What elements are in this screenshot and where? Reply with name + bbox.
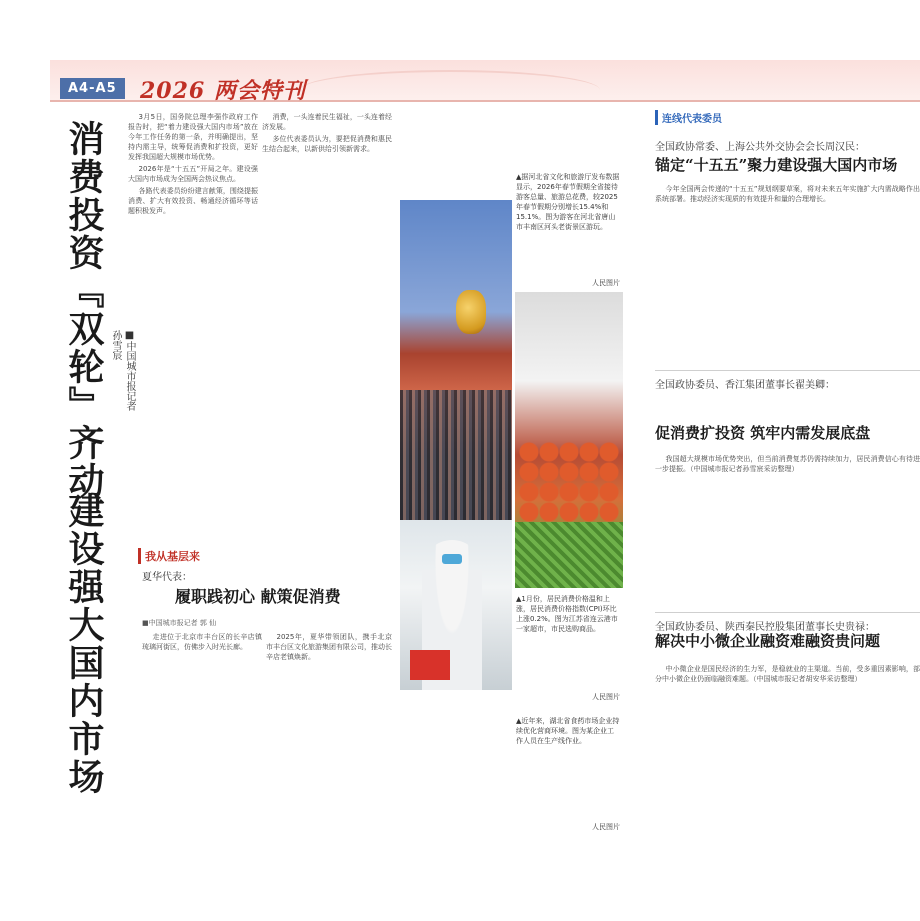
crowd-shape [400,390,512,520]
main-paragraph: 2026年是“十五五”开局之年。建设强大国内市场成为全国两会热议焦点。 [128,165,258,183]
photo-factory-worker [400,520,512,690]
right-paragraph: 今年全国两会传递的“十五五”规划纲要草案，将对未来五年实施扩大内需战略作出系统部署。推动经济实现质的有效提升和量的合理增长。 [655,185,920,203]
page-tag: A4-A5 [60,78,125,99]
sub-story-speaker: 夏华代表： [142,572,192,583]
byline-line-2: 孙雪宸 [110,330,121,360]
decorative-swoosh [300,70,600,110]
right-divider [655,370,920,371]
sub-paragraph: 2025年，夏华带领团队，携手北京市丰台区文化旅游集团有限公司，推动长辛店老镇焕新。 [266,633,392,661]
sub-body-col1 [142,632,262,882]
right-item2-headline: 促消费扩投资 筑牢内需发展底盘 [655,424,871,442]
main-headline-part1: 消费投资『双轮』齐动 [63,120,105,500]
sub-story-headline: 履职践初心 献策促消费 [175,587,341,606]
main-paragraph: 多位代表委员认为，要把促消费和惠民生结合起来，以新供给引领新需求。 [262,135,392,153]
sub-body-col2 [266,632,392,882]
mask-shape [442,554,462,564]
sub-story-byline: ■中国城市报记者 郭 仙 [142,619,217,627]
right-item2-body [655,454,920,604]
right-paragraph: 我国超大规模市场优势突出，但当前消费复苏仍需持续加力，居民消费信心有待进一步提振。（中国城市报记者孙雪宸采访整理） [655,455,920,473]
main-paragraph: 消费，一头连着民生福祉，一头连着经济发展。 [262,113,392,131]
main-paragraph: 各路代表委员纷纷建言献策，围绕提振消费、扩大有效投资、畅通经济循环等话题积极发声。 [128,187,258,215]
right-item1-headline: 锚定“十五五”聚力建设强大国内市场 [655,156,898,174]
photo3-credit: 人民图片 [592,823,620,831]
photo3-caption: ▲近年来，湖北省食药市场企业持续优化营商环境。图为某企业工作人员在生产线作业。 [516,717,620,745]
photo1-credit: 人民图片 [592,279,620,287]
main-body-col1 [128,112,258,532]
photo2-credit: 人民图片 [592,693,620,701]
main-headline-part2: 建设强大国内市场 [63,492,105,796]
main-paragraph: 3月5日，国务院总理李强作政府工作报告时，把“着力建设强大国内市场”放在今年工作任务的第一条，并明确提出，坚持内需主导，统筹促消费和扩投资，更好发挥我国超大规模市场优势。 [128,113,258,161]
greens-shape [515,522,623,588]
right-divider [655,612,920,613]
sub-story-tag: 我从基层来 [138,548,200,564]
lantern-icon [456,290,486,334]
right-item3-body [655,664,920,864]
sub-paragraph: 走进位于北京市丰台区的长辛店镇琉璃河街区，仿佛步入时光长廊。 [142,633,262,651]
photo-supermarket [515,292,623,588]
right-item2-speaker: 全国政协委员、香江集团董事长翟美卿： [655,380,835,391]
right-item3-headline: 解决中小微企业融资难融资贵问题 [655,632,881,650]
byline-line-1: ■中国城市报记者 [124,330,135,411]
photo2-caption: ▲1月份，居民消费价格温和上涨，居民消费价格指数(CPI)环比上涨0.2%。图为江苏省连云港市一家超市，市民选购商品。 [516,595,618,633]
photo1-caption: ▲据河北省文化和旅游厅发布数据显示，2026年春节假期全省接待游客总量、旅游总花费，较2025年春节假期分别增长15.4%和15.1%。图为游客在河北省唐山市丰南区河头老街景区游玩。 [516,173,620,231]
main-body-col2 [262,112,392,532]
right-section-tag: 连线代表委员 [655,110,722,125]
right-item1-speaker: 全国政协常委、上海公共外交协会会长周汉民： [655,142,865,153]
right-paragraph: 中小微企业是国民经济的生力军，是稳就业的主渠道。当前，受多重因素影响，部分中小微企业仍面临融资难题。（中国城市报记者胡安华采访整理） [655,665,920,683]
tray-shape [410,650,450,680]
section-title: 2026 两会特刊 [140,78,306,104]
right-item1-body [655,184,920,364]
right-item3-speaker: 全国政协委员、陕西秦民控股集团董事长史贵禄： [655,622,875,633]
photo-temple-fair [400,200,512,520]
